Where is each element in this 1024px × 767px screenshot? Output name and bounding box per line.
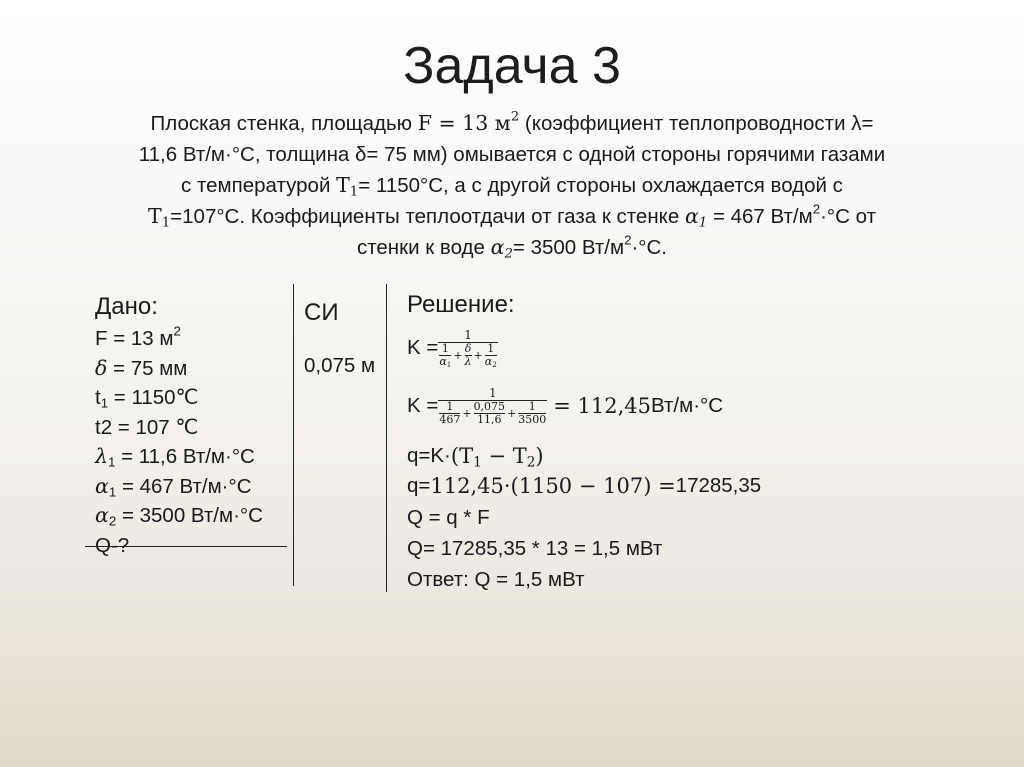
alpha1-symbol: $\alpha_1$ [684, 204, 708, 231]
si-value: 0,075 м [304, 354, 376, 377]
total-heat-calculation: Q= 17285,35 * 13 = 1,5 мВт [407, 537, 663, 560]
alpha2-symbol: $\alpha_2$ [490, 235, 513, 262]
given-alpha2: $\alpha_2 = 3500$ Вт/м·°C [95, 503, 263, 529]
k-numeric-fraction: 1 1 467 + 0,075 11,6 + 1 3500 [439, 386, 547, 426]
problem-text: ·°C. [631, 236, 667, 259]
given-unknown: Q-? [95, 533, 130, 557]
given-t1: $t_1$ = 1150℃ [95, 386, 199, 411]
q-calculation: q= 112,45·(1150 − 107) = 17285,35 [407, 474, 762, 498]
solution-section [407, 290, 847, 591]
si-header: СИ [304, 299, 339, 326]
si-section [304, 298, 375, 378]
problem-text: 11,6 Вт/м·°C, толщина δ= 75 мм) омывается с одной стороны горячими газами [138, 143, 886, 166]
q-formula: q=K· $(T_1 - T_2)$ [407, 444, 544, 471]
given-area: F = 13 $м^2$ [95, 323, 181, 350]
column-divider-left [293, 284, 294, 586]
problem-text: = 467 Вт/м [707, 205, 813, 228]
k-fraction: 1 1 $\alpha_1$ + δ λ + 1 $\alpha_2$ [439, 328, 497, 369]
t2-symbol: $T_1$ [148, 204, 171, 231]
k-formula: K = 1 1 $\alpha_1$ + δ λ + 1 $\alpha_2$ [407, 328, 497, 369]
problem-text: с температурой [181, 174, 337, 197]
k-calculation: K = 1 1 467 + 0,075 11,6 + 1 3500 = 112,45 Вт/м·°C [407, 386, 724, 426]
given-section [95, 292, 295, 560]
given-header: Дано: [95, 293, 158, 320]
column-divider-right [386, 284, 387, 592]
t1-symbol: $T_1$ [336, 173, 359, 200]
problem-text: Плоская стенка, площадью [150, 112, 418, 135]
problem-text: = 3500 Вт/м [512, 236, 625, 259]
given-t2: t2 = 107 ℃ [95, 415, 199, 439]
slide-title: Задача 3 [403, 37, 621, 95]
given-thickness: δ = 75 мм [95, 355, 188, 380]
problem-text: (коэффициент теплопроводности λ= [519, 112, 874, 135]
area-expression: F = 13 $м^2$ [417, 109, 520, 135]
solution-header: Решение: [407, 291, 515, 318]
answer: Ответ: Q = 1,5 мВт [407, 568, 585, 591]
given-lambda: $\lambda_1 = 11,6$ Вт/м·°C [95, 444, 255, 470]
given-divider [85, 546, 287, 547]
problem-text: = 1150°C, а с другой стороны охлаждается водой с [358, 174, 843, 197]
total-heat-formula: Q = q * F [407, 506, 490, 529]
given-alpha1: $\alpha_1 = 467$ Вт/м·°C [95, 473, 252, 499]
problem-text: =107°C. Коэффициенты теплоотдачи от газа к стенке [170, 205, 685, 228]
problem-text: ·°C от [820, 205, 876, 228]
problem-text: стенки к воде [357, 236, 491, 259]
problem-statement: Плоская стенка, площадью F = 13 $м^2$ (коэффициент теплопроводности λ= 11,6 Вт/м·°C, толщина δ= 75 мм) омывается с одной стороны горячими газами с температурой $T_1= 1150^\circ C$, а с другой стороны охлаждается водой с $T_1=107^\circ C$. Коэффициенты теплоотдачи от газа к стенке $\alpha_1 = 467$ $Вт/м^2\cdot^\circ C$ от стенки к воде $\alpha_2= 3500$ $Вт/м^2\cdot^\circ C$. [138, 109, 886, 262]
